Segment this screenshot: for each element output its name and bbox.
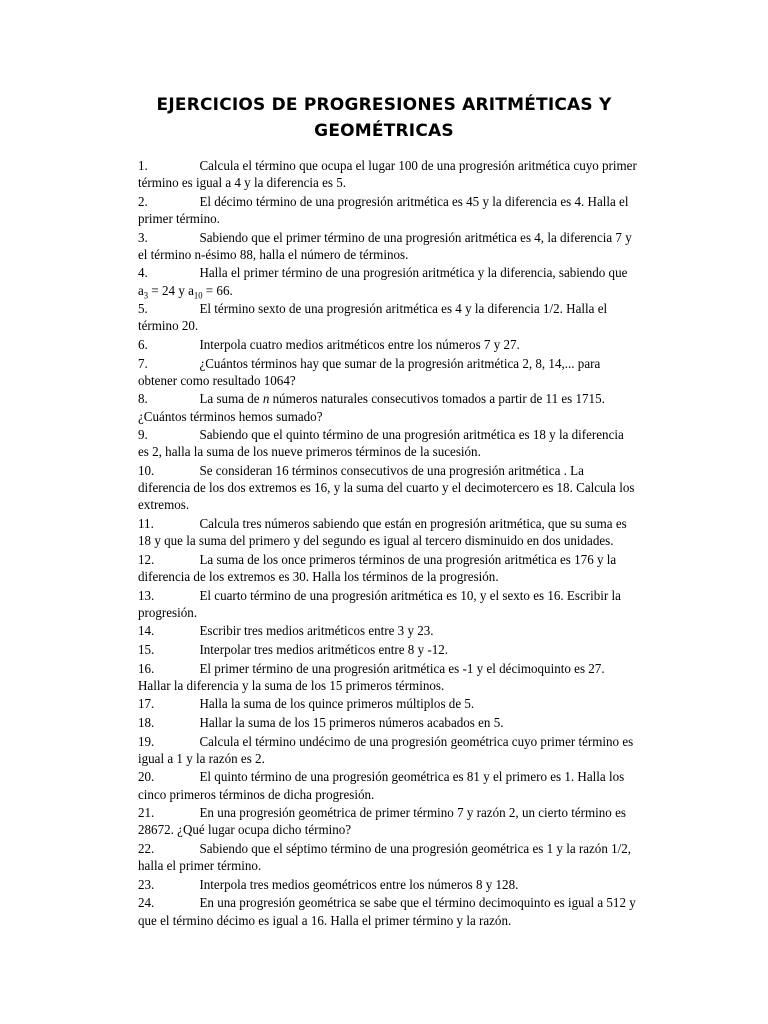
exercise-number: 2. [138,193,148,209]
exercise-number: 15. [138,641,155,657]
page-title [100,92,668,144]
subscript-index: 3 [143,290,149,301]
exercise-text: Sabiendo que el primer término de una progresión aritmética es 4, la diferencia 7 y el término n-ésimo 88, halla el número de términos. [138,229,632,262]
exercise-item [138,876,637,893]
exercise-item [138,622,637,639]
exercise-number: 4. [138,265,148,281]
exercise-item [138,157,637,191]
exercise-number: 8. [138,391,148,407]
exercise-number: 10. [138,462,155,478]
exercise-text: Interpolar tres medios aritméticos entre 8 y -12. [199,641,449,657]
exercise-number: 3. [138,229,148,245]
exercise-item [138,660,637,694]
exercise-item [138,264,637,301]
subscript-index: 10 [193,290,203,301]
exercise-text: El término sexto de una progresión aritmética es 4 y la diferencia 1/2. Halla el término 20. [138,301,608,334]
exercise-text: Se consideran 16 términos consecutivos de una progresión aritmética . La diferencia de los dos extremos es 16, y la suma del cuarto y el decimotercero es 18. Calcula los extremos. [138,462,635,513]
exercise-item [138,336,637,353]
exercise-text: Sabiendo que el séptimo término de una progresión geométrica es 1 y la razón 1/2, halla el primer término. [138,840,632,874]
exercise-number: 5. [138,301,148,317]
page-title-line-1: EJERCICIOS DE PROGRESIONES ARITMÉTICAS Y [156,95,612,115]
exercise-text [138,265,628,301]
exercise-text: Calcula el término que ocupa el lugar 100 de una progresión aritmética cuyo primer término es igual a 4 y la diferencia es 5. [138,158,637,191]
exercise-number: 18. [138,714,155,730]
exercise-number: 20. [138,769,155,785]
exercise-number: 24. [138,895,155,911]
exercise-item [138,695,637,712]
exercise-number: 22. [138,840,155,856]
exercise-text: En una progresión geométrica se sabe que el término decimoquinto es igual a 512 y que el término décimo es igual a 16. Halla el primer término y la razón. [138,895,636,928]
exercise-item [138,426,637,460]
exercise-text: Sabiendo que el quinto término de una progresión aritmética es 18 y la diferencia es 2, halla la suma de los nueve primeros términos de la sucesión. [138,427,624,460]
exercise-number: 7. [138,355,148,371]
exercise-item [138,300,637,334]
page-title-line-2: GEOMÉTRICAS [314,121,454,141]
exercise-text: El primer término de una progresión aritmética es -1 y el décimoquinto es 27. Hallar la diferencia y la suma de los 15 primeros términos. [138,660,605,693]
exercise-number: 6. [138,336,148,352]
exercise-item [138,768,637,802]
exercise-list [138,157,637,930]
exercise-item [138,587,637,621]
exercise-text-part: Halla el primer término de una progresión aritmética y la diferencia, sabiendo que a [138,265,628,298]
exercise-item [138,515,637,549]
exercise-item [138,840,637,874]
exercise-text-part: números naturales consecutivos tomados a partir de 11 es 1715. ¿Cuántos términos hemos sumado? [138,391,605,424]
exercise-text [138,391,605,423]
exercise-item [138,714,637,731]
exercise-number: 11. [138,515,154,531]
exercise-item [138,733,637,767]
exercise-item [138,804,637,838]
exercise-number: 19. [138,733,155,749]
exercise-text: El quinto término de una progresión geométrica es 81 y el primero es 1. Halla los cinco primeros términos de dicha progresión. [138,769,625,802]
exercise-item [138,193,637,227]
exercise-text: Hallar la suma de los 15 primeros números acabados en 5. [199,714,504,730]
exercise-item [138,641,637,658]
exercise-item [138,390,637,424]
exercise-number: 16. [138,660,155,676]
exercise-number: 23. [138,876,155,892]
exercise-item [138,229,637,263]
exercise-text: El cuarto término de una progresión aritmética es 10, y el sexto es 16. Escribir la progresión. [138,587,621,620]
exercise-text: Interpola tres medios geométricos entre los números 8 y 128. [199,876,519,892]
exercise-item [138,355,637,389]
exercise-text: El décimo término de una progresión aritmética es 45 y la diferencia es 4. Halla el primer término. [138,193,629,226]
exercise-text-part: La suma de [199,391,263,407]
exercise-text-part: = 66. [202,282,233,298]
exercise-text-part: = 24 y a [148,282,194,298]
exercise-text: En una progresión geométrica de primer término 7 y razón 2, un cierto término es 28672. ¿Qué lugar ocupa dicho término? [138,805,626,838]
exercise-text: Interpola cuatro medios aritméticos entre los números 7 y 27. [199,336,520,352]
exercise-text: Escribir tres medios aritméticos entre 3 y 23. [199,623,434,639]
exercise-text: Calcula el término undécimo de una progresión geométrica cuyo primer término es igual a 1 y la razón es 2. [138,733,634,766]
exercise-item [138,551,637,585]
exercise-number: 14. [138,623,155,639]
exercise-text: La suma de los once primeros términos de una progresión aritmética es 176 y la diferencia de los extremos es 30. Halla los términos de la progresión. [138,551,617,584]
exercise-item [138,894,637,928]
exercise-item [138,462,637,514]
exercise-number: 1. [138,158,148,173]
exercise-number: 13. [138,587,155,603]
exercise-text: Halla la suma de los quince primeros múltiplos de 5. [199,696,475,712]
exercise-number: 9. [138,427,148,443]
exercise-number: 12. [138,551,155,567]
italic-variable: n [262,391,270,407]
exercise-text: ¿Cuántos términos hay que sumar de la progresión aritmética 2, 8, 14,... para obtener como resultado 1064? [138,355,601,388]
exercise-number: 17. [138,696,155,712]
exercise-number: 21. [138,805,155,821]
exercise-text: Calcula tres números sabiendo que están en progresión aritmética, que su suma es 18 y que la suma del primero y del segundo es igual al tercero disminuido en dos unidades. [138,515,627,549]
